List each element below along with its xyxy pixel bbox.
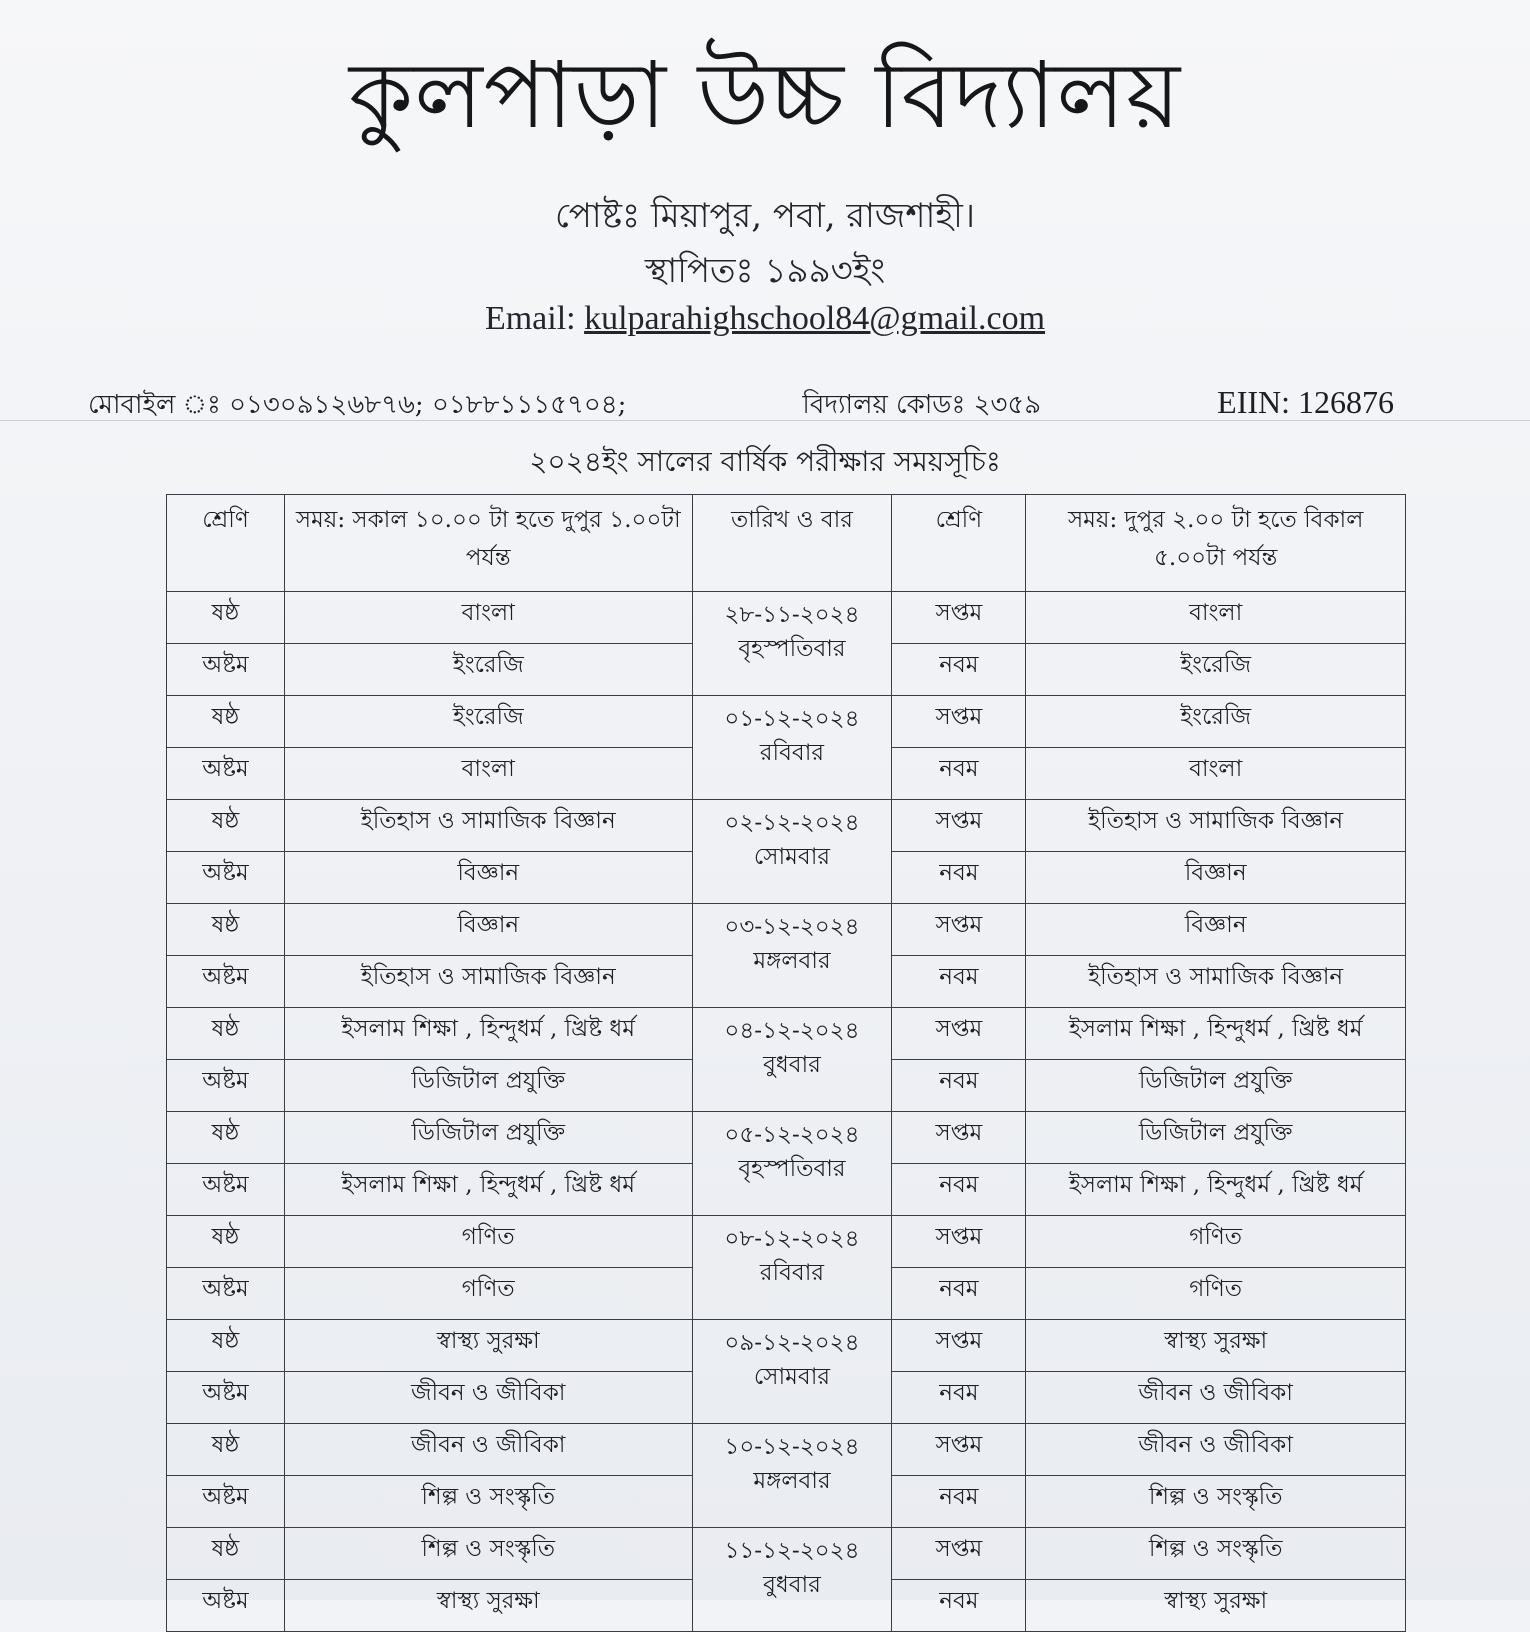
header-morning-time: সময়: সকাল ১০.০০ টা হতে দুপুর ১.০০টা পর্যন্ত [284, 495, 692, 592]
morning-subject-cell: স্বাস্থ্য সুরক্ষা [284, 1320, 692, 1372]
afternoon-subject-cell: বাংলা [1026, 748, 1406, 800]
afternoon-subject-cell: শিল্প ও সংস্কৃতি [1026, 1476, 1406, 1528]
exam-weekday: রবিবার [759, 1260, 825, 1286]
afternoon-subject-cell: ইসলাম শিক্ষা , হিন্দুধর্ম , খ্রিষ্ট ধর্ম [1026, 1008, 1406, 1060]
date-day-cell [692, 800, 892, 904]
exam-date: ০৮-১২-২০২৪ [724, 1226, 860, 1252]
afternoon-class-cell: সপ্তম [892, 904, 1026, 956]
afternoon-class-cell: সপ্তম [892, 1008, 1026, 1060]
date-day-cell [692, 1424, 892, 1528]
afternoon-subject-cell: বাংলা [1026, 592, 1406, 644]
afternoon-subject-cell: বিজ্ঞান [1026, 852, 1406, 904]
afternoon-subject-cell: শিল্প ও সংস্কৃতি [1026, 1528, 1406, 1580]
exam-weekday: বৃহস্পতিবার [738, 636, 846, 662]
contact-row [88, 384, 1394, 428]
morning-subject-cell: ডিজিটাল প্রযুক্তি [284, 1112, 692, 1164]
afternoon-class-cell: সপ্তম [892, 592, 1026, 644]
established-year: স্থাপিতঃ ১৯৯৩ইং [644, 251, 886, 291]
afternoon-class-cell: সপ্তম [892, 1528, 1026, 1580]
morning-class-cell: ষষ্ঠ [167, 1528, 285, 1580]
morning-subject-cell: গণিত [284, 1268, 692, 1320]
morning-subject-cell: ইতিহাস ও সামাজিক বিজ্ঞান [284, 956, 692, 1008]
table-row [167, 1216, 1406, 1268]
exam-date: ০৫-১২-২০২৪ [724, 1122, 860, 1148]
afternoon-class-cell: নবম [892, 1060, 1026, 1112]
table-header-row [167, 495, 1406, 592]
morning-class-cell: ষষ্ঠ [167, 1320, 285, 1372]
afternoon-subject-cell: জীবন ও জীবিকা [1026, 1372, 1406, 1424]
exam-routine-table [166, 494, 1406, 1632]
morning-class-cell: ষষ্ঠ [167, 592, 285, 644]
morning-subject-cell: বিজ্ঞান [284, 852, 692, 904]
afternoon-class-cell: নবম [892, 644, 1026, 696]
exam-weekday: মঙ্গলবার [753, 1468, 831, 1494]
header-date-day: তারিখ ও বার [692, 495, 892, 592]
morning-class-cell: অষ্টম [167, 1476, 285, 1528]
exam-weekday: বুধবার [763, 1572, 821, 1598]
table-row [167, 696, 1406, 748]
morning-class-cell: ষষ্ঠ [167, 904, 285, 956]
morning-class-cell: ষষ্ঠ [167, 1216, 285, 1268]
afternoon-subject-cell: স্বাস্থ্য সুরক্ষা [1026, 1320, 1406, 1372]
morning-class-cell: ষষ্ঠ [167, 1008, 285, 1060]
date-day-cell [692, 1008, 892, 1112]
exam-weekday: বৃহস্পতিবার [738, 1156, 846, 1182]
afternoon-class-cell: সপ্তম [892, 696, 1026, 748]
afternoon-class-cell: সপ্তম [892, 800, 1026, 852]
afternoon-subject-cell: ইংরেজি [1026, 696, 1406, 748]
morning-class-cell: ষষ্ঠ [167, 800, 285, 852]
exam-date: ০৩-১২-২০২৪ [724, 914, 860, 940]
afternoon-subject-cell: ইংরেজি [1026, 644, 1406, 696]
morning-subject-cell: ইসলাম শিক্ষা , হিন্দুধর্ম , খ্রিষ্ট ধর্ম [284, 1008, 692, 1060]
afternoon-subject-cell: জীবন ও জীবিকা [1026, 1424, 1406, 1476]
table-row [167, 1528, 1406, 1580]
table-row [167, 800, 1406, 852]
morning-class-cell: অষ্টম [167, 1372, 285, 1424]
afternoon-subject-cell: ইতিহাস ও সামাজিক বিজ্ঞান [1026, 800, 1406, 852]
afternoon-class-cell: সপ্তম [892, 1112, 1026, 1164]
afternoon-class-cell: নবম [892, 852, 1026, 904]
morning-subject-cell: ইসলাম শিক্ষা , হিন্দুধর্ম , খ্রিষ্ট ধর্ম [284, 1164, 692, 1216]
mobile-numbers: মোবাইল ঃ ০১৩০৯১২৬৮৭৬; ০১৮৮১১১৫৭০৪; [88, 390, 627, 420]
exam-weekday: সোমবার [753, 844, 831, 870]
afternoon-subject-cell: ইসলাম শিক্ষা , হিন্দুধর্ম , খ্রিষ্ট ধর্ম [1026, 1164, 1406, 1216]
routine-title: ২০২৪ইং সালের বার্ষিক পরীক্ষার সময়সূচিঃ [529, 445, 1001, 478]
afternoon-class-cell: সপ্তম [892, 1424, 1026, 1476]
morning-class-cell: অষ্টম [167, 1060, 285, 1112]
header-afternoon-time: সময়: দুপুর ২.০০ টা হতে বিকাল ৫.০০টা পর্যন্ত [1026, 495, 1406, 592]
header-class-morning: শ্রেণি [167, 495, 285, 592]
table-row [167, 1320, 1406, 1372]
morning-class-cell: ষষ্ঠ [167, 1112, 285, 1164]
morning-subject-cell: গণিত [284, 1216, 692, 1268]
exam-date: ০১-১২-২০২৪ [724, 706, 860, 732]
morning-subject-cell: ইংরেজি [284, 644, 692, 696]
date-day-cell [692, 904, 892, 1008]
morning-subject-cell: জীবন ও জীবিকা [284, 1424, 692, 1476]
afternoon-subject-cell: ডিজিটাল প্রযুক্তি [1026, 1060, 1406, 1112]
exam-weekday: মঙ্গলবার [753, 948, 831, 974]
exam-date: ১০-১২-২০২৪ [724, 1434, 860, 1460]
morning-subject-cell: শিল্প ও সংস্কৃতি [284, 1476, 692, 1528]
afternoon-class-cell: নবম [892, 1372, 1026, 1424]
date-day-cell [692, 1528, 892, 1632]
morning-class-cell: অষ্টম [167, 1268, 285, 1320]
table-row [167, 904, 1406, 956]
morning-subject-cell: বাংলা [284, 748, 692, 800]
exam-date: ০৪-১২-২০২৪ [724, 1018, 860, 1044]
morning-class-cell: ষষ্ঠ [167, 1424, 285, 1476]
date-day-cell [692, 1112, 892, 1216]
school-name: কুলপাড়া উচ্চ বিদ্যালয় [348, 42, 1182, 149]
morning-class-cell: অষ্টম [167, 644, 285, 696]
table-row [167, 1112, 1406, 1164]
morning-subject-cell: শিল্প ও সংস্কৃতি [284, 1528, 692, 1580]
morning-class-cell: অষ্টম [167, 1164, 285, 1216]
school-address: পোষ্টঃ মিয়াপুর, পবা, রাজশাহী। [554, 196, 976, 236]
school-code: বিদ্যালয় কোডঃ ২৩৫৯ [802, 390, 1042, 420]
table-row [167, 1424, 1406, 1476]
date-day-cell [692, 696, 892, 800]
email-label: Email: [484, 300, 585, 337]
morning-subject-cell: বিজ্ঞান [284, 904, 692, 956]
exam-date: ২৮-১১-২০২৪ [724, 602, 860, 628]
afternoon-class-cell: সপ্তম [892, 1320, 1026, 1372]
morning-subject-cell: স্বাস্থ্য সুরক্ষা [284, 1580, 692, 1632]
morning-class-cell: ষষ্ঠ [167, 696, 285, 748]
eiin-number: EIIN: 126876 [1217, 384, 1394, 420]
morning-class-cell: অষ্টম [167, 956, 285, 1008]
afternoon-class-cell: নবম [892, 1268, 1026, 1320]
table-row [167, 1008, 1406, 1060]
morning-subject-cell: জীবন ও জীবিকা [284, 1372, 692, 1424]
morning-class-cell: অষ্টম [167, 748, 285, 800]
afternoon-class-cell: নবম [892, 956, 1026, 1008]
afternoon-class-cell: নবম [892, 1580, 1026, 1632]
afternoon-subject-cell: গণিত [1026, 1268, 1406, 1320]
afternoon-class-cell: নবম [892, 1476, 1026, 1528]
morning-subject-cell: বাংলা [284, 592, 692, 644]
afternoon-subject-cell: স্বাস্থ্য সুরক্ষা [1026, 1580, 1406, 1632]
date-day-cell [692, 1216, 892, 1320]
exam-date: ০২-১২-২০২৪ [724, 810, 860, 836]
exam-date: ০৯-১২-২০২৪ [724, 1330, 860, 1356]
exam-weekday: রবিবার [759, 740, 825, 766]
afternoon-subject-cell: গণিত [1026, 1216, 1406, 1268]
morning-subject-cell: ইতিহাস ও সামাজিক বিজ্ঞান [284, 800, 692, 852]
afternoon-class-cell: নবম [892, 1164, 1026, 1216]
morning-class-cell: অষ্টম [167, 852, 285, 904]
email-link[interactable]: kulparahighschool84@gmail.com [584, 300, 1046, 337]
afternoon-subject-cell: বিজ্ঞান [1026, 904, 1406, 956]
paper-fold-line [0, 420, 1530, 421]
email-line [0, 300, 1530, 338]
routine-body [167, 592, 1406, 1632]
morning-class-cell: অষ্টম [167, 1580, 285, 1632]
date-day-cell [692, 592, 892, 696]
header-class-afternoon: শ্রেণি [892, 495, 1026, 592]
exam-weekday: সোমবার [753, 1364, 831, 1390]
afternoon-class-cell: নবম [892, 748, 1026, 800]
afternoon-class-cell: সপ্তম [892, 1216, 1026, 1268]
table-row [167, 592, 1406, 644]
exam-weekday: বুধবার [763, 1052, 821, 1078]
date-day-cell [692, 1320, 892, 1424]
morning-subject-cell: ইংরেজি [284, 696, 692, 748]
afternoon-subject-cell: ইতিহাস ও সামাজিক বিজ্ঞান [1026, 956, 1406, 1008]
afternoon-subject-cell: ডিজিটাল প্রযুক্তি [1026, 1112, 1406, 1164]
morning-subject-cell: ডিজিটাল প্রযুক্তি [284, 1060, 692, 1112]
exam-date: ১১-১২-২০২৪ [724, 1538, 860, 1564]
